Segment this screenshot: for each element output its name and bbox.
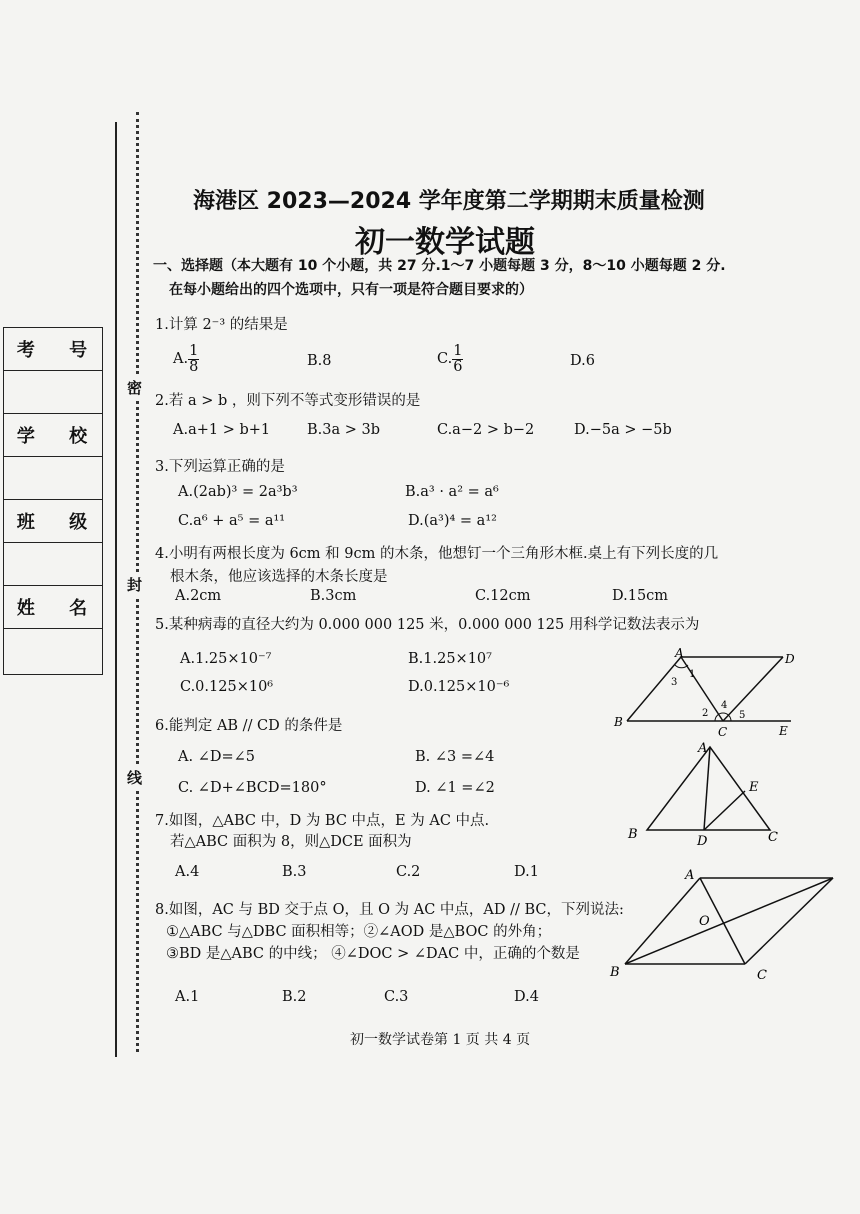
fig3-line-bd	[625, 878, 833, 964]
q3-option-a[interactable]: A.(2ab)³ = 2a³b³	[178, 484, 298, 500]
q2-option-a[interactable]: A.a+1 > b+1	[173, 422, 271, 438]
page-footer: 初一数学试卷第 1 页 共 4 页	[350, 1032, 531, 1048]
q1-c-fraction	[452, 344, 463, 374]
q8-stem: 8.如图，AC 与 BD 交于点 O，且 O 为 AC 中点，AD // BC，下列说法:	[155, 902, 624, 918]
fig2-label-b: B	[628, 827, 638, 842]
q7-option-c[interactable]: C.2	[396, 864, 421, 880]
fig1-angle-5: 5	[739, 710, 746, 721]
q8-option-d[interactable]: D.4	[514, 989, 539, 1005]
q1-option-c[interactable]	[437, 344, 463, 374]
q6-option-b[interactable]: B. ∠3 =∠4	[415, 749, 495, 765]
q1-a-fraction	[188, 344, 199, 374]
label-name: 姓 名	[4, 586, 102, 629]
q2-option-d[interactable]: D.−5a > −5b	[574, 422, 672, 438]
q6-option-c[interactable]: C. ∠D+∠BCD=180°	[178, 780, 327, 796]
q1-c-label: C.	[437, 351, 453, 367]
margin-solid-line	[115, 122, 117, 1057]
figure-triangle-midpoints	[622, 737, 792, 849]
fig1-label-c: C	[718, 725, 728, 739]
q5-option-d[interactable]: D.0.125×10⁻⁶	[408, 679, 510, 695]
q1-c-den: 6	[453, 358, 463, 375]
q7-option-d[interactable]: D.1	[514, 864, 539, 880]
fig1-angle-1: 1	[689, 669, 696, 680]
fig1-angle-3: 3	[671, 677, 678, 688]
exam-header: 海港区 2023—2024 学年度第二学期期末质量检测	[193, 189, 705, 214]
fig1-label-d: D	[785, 652, 795, 666]
q5-stem: 5.某种病毒的直径大约为 0.000 000 125 米，0.000 000 125 用科学记数法表示为	[155, 617, 700, 633]
fig2-line-de	[704, 791, 745, 830]
fig2-label-a: A	[698, 741, 708, 756]
field-class[interactable]	[4, 543, 102, 586]
q7-option-a[interactable]: A.4	[175, 864, 200, 880]
fig2-label-d: D	[697, 834, 708, 849]
fig3-label-c: C	[757, 968, 767, 983]
fig1-label-b: B	[614, 715, 623, 729]
label-exam-number: 考 号	[4, 328, 102, 371]
figure-intersecting-diagonals	[605, 866, 845, 986]
q2-stem: 2.若 a > b ，则下列不等式变形错误的是	[155, 393, 421, 409]
q1-a-den: 8	[189, 358, 199, 375]
q1-option-d[interactable]: D.6	[570, 353, 595, 369]
q8-statement-2: ③BD 是△ABC 的中线； ④∠DOC > ∠DAC 中，正确的个数是	[166, 946, 580, 962]
fig1-line-cd	[723, 657, 783, 721]
fig1-label-e: E	[779, 724, 788, 738]
section-instructions-1: 一、选择题（本大题有 10 个小题，共 27 分.1～7 小题每题 3 分，8～10 小题每题 2 分.	[153, 258, 726, 274]
q2-option-b[interactable]: B.3a > 3b	[307, 422, 381, 438]
fig3-label-o: O	[699, 914, 710, 929]
q8-statement-1: ①△ABC 与△DBC 面积相等；②∠AOD 是△BOC 的外角；	[166, 924, 552, 940]
q1-a-num: 1	[189, 343, 199, 359]
label-class: 班 级	[4, 500, 102, 543]
q4-stem-2: 根木条，他应该选择的木条长度是	[170, 569, 388, 585]
q8-option-b[interactable]: B.2	[282, 989, 307, 1005]
q3-option-c[interactable]: C.a⁶ + a⁵ = a¹¹	[178, 513, 286, 529]
q7-option-b[interactable]: B.3	[282, 864, 307, 880]
q7-stem-1: 7.如图，△ABC 中，D 为 BC 中点，E 为 AC 中点.	[155, 813, 490, 829]
q1-option-a[interactable]	[173, 344, 199, 374]
seal-char-xian: 线	[127, 765, 142, 790]
q3-option-d[interactable]: D.(a³)⁴ = a¹²	[408, 513, 497, 529]
q1-a-label: A.	[173, 351, 189, 367]
student-info-box	[3, 327, 103, 675]
q2-option-c[interactable]: C.a−2 > b−2	[437, 422, 535, 438]
q7-stem-2: 若△ABC 面积为 8，则△DCE 面积为	[170, 834, 412, 850]
q3-option-b[interactable]: B.a³ · a² = a⁶	[405, 484, 499, 500]
exam-title: 初一数学试题	[355, 225, 535, 260]
fig3-label-b: B	[610, 965, 620, 980]
field-school[interactable]	[4, 457, 102, 500]
q4-option-a[interactable]: A.2cm	[175, 588, 222, 604]
section-instructions-2: 在每小题给出的四个选项中，只有一项是符合题目要求的）	[169, 282, 533, 298]
fig1-angle-4: 4	[721, 700, 728, 711]
q5-option-a[interactable]: A.1.25×10⁻⁷	[180, 651, 272, 667]
q1-option-b[interactable]: B.8	[307, 353, 332, 369]
field-exam-number[interactable]	[4, 371, 102, 414]
q6-option-d[interactable]: D. ∠1 =∠2	[415, 780, 495, 796]
fig3-label-a: A	[685, 868, 695, 883]
fig1-label-a: A	[675, 646, 684, 660]
q8-option-a[interactable]: A.1	[175, 989, 200, 1005]
q1-stem: 1.计算 2⁻³ 的结果是	[155, 317, 288, 333]
q1-c-num: 1	[453, 343, 463, 359]
q4-option-b[interactable]: B.3cm	[310, 588, 357, 604]
q3-stem: 3.下列运算正确的是	[155, 459, 285, 475]
q4-stem-1: 4.小明有两根长度为 6cm 和 9cm 的木条，他想钉一个三角形木框.桌上有下列长度的几	[155, 546, 719, 562]
field-name[interactable]	[4, 629, 102, 672]
q6-stem: 6.能判定 AB // CD 的条件是	[155, 718, 343, 734]
seal-char-feng: 封	[127, 572, 142, 597]
fig2-line-ad	[704, 747, 710, 830]
q4-option-c[interactable]: C.12cm	[475, 588, 531, 604]
q8-option-c[interactable]: C.3	[384, 989, 409, 1005]
fig3-line-cd	[745, 878, 833, 964]
seal-char-mi: 密	[127, 375, 142, 400]
fig2-label-c: C	[768, 830, 778, 845]
fig3-line-ab	[625, 878, 700, 964]
figure-parallel-lines	[605, 645, 805, 740]
q6-option-a[interactable]: A. ∠D=∠5	[178, 749, 255, 765]
fig1-line-ab	[627, 657, 681, 721]
fig2-label-e: E	[749, 780, 759, 795]
q4-option-d[interactable]: D.15cm	[612, 588, 669, 604]
label-school: 学 校	[4, 414, 102, 457]
q5-option-b[interactable]: B.1.25×10⁷	[408, 651, 492, 667]
q5-option-c[interactable]: C.0.125×10⁶	[180, 679, 274, 695]
fig1-angle-2: 2	[702, 708, 709, 719]
